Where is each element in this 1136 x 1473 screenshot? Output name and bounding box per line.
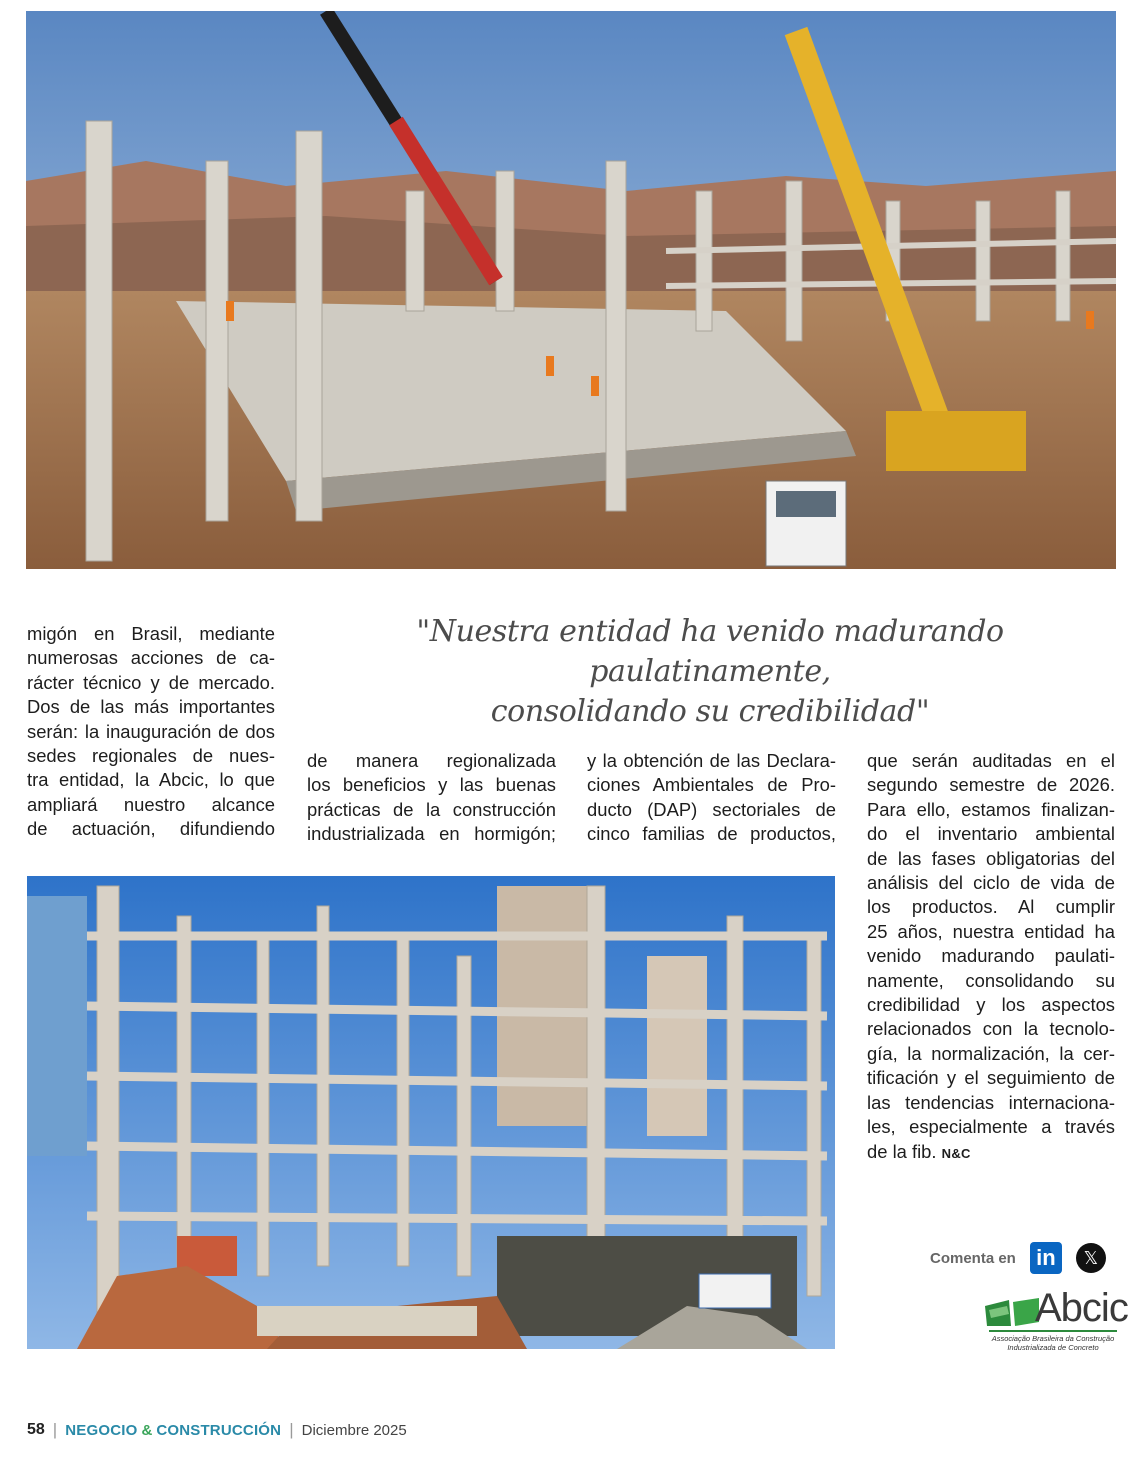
column-line: les, especialmente a través xyxy=(867,1116,1115,1138)
column-line: Para ello, estamos finalizan- xyxy=(867,798,1115,820)
column-line: numerosas acciones de ca- xyxy=(27,647,275,669)
column-line: gía, la normalización, la cer- xyxy=(867,1042,1115,1064)
column-line: que serán auditadas en el xyxy=(867,750,1115,771)
column-line: análisis del ciclo de vida de xyxy=(867,872,1115,894)
signoff-mark: N&C xyxy=(941,1145,971,1161)
abcic-logo-mark xyxy=(985,1296,1041,1330)
column-line: migón en Brasil, mediante xyxy=(27,623,275,644)
column-line-last xyxy=(867,1140,1115,1166)
column-line: venido madurando paulati- xyxy=(867,945,1115,967)
column-line: prácticas de la construcción xyxy=(307,798,556,820)
column-line: do el inventario ambiental xyxy=(867,823,1115,845)
column-line: de las fases obligatorias del xyxy=(867,847,1115,869)
column-line: tificación y el seguimiento de xyxy=(867,1067,1115,1089)
column-last-text: de la fib. xyxy=(867,1140,937,1162)
abcic-logo xyxy=(985,1286,1128,1356)
linkedin-icon[interactable]: in xyxy=(1030,1242,1062,1274)
article-column-2 xyxy=(307,749,556,847)
column-line: de actuación, difundiendo xyxy=(27,818,275,840)
magazine-name-part-2: CONSTRUCCIÓN xyxy=(156,1421,282,1439)
column-line: credibilidad y los aspectos xyxy=(867,994,1115,1016)
abcic-logo-rule xyxy=(989,1330,1117,1332)
column-line: tra entidad, la Abcic, lo que xyxy=(27,769,275,791)
abcic-logo-subtitle-line-1: Associação Brasileira da Construção xyxy=(991,1334,1115,1343)
article-column-3 xyxy=(587,749,836,847)
column-line: sedes regionales de nues- xyxy=(27,745,275,767)
column-line: y la obtención de las Declara- xyxy=(587,750,836,771)
comment-row xyxy=(930,1238,1106,1278)
column-line: 25 años, nuestra entidad ha xyxy=(867,920,1115,942)
column-line: las tendencias internaciona- xyxy=(867,1091,1115,1113)
column-line: ducto (DAP) sectoriales de xyxy=(587,798,836,820)
abcic-logo-wordmark: Abcic xyxy=(1035,1286,1128,1330)
column-line: namente, consolidando su xyxy=(867,969,1115,991)
page-number: 58 xyxy=(27,1421,45,1438)
column-line: relacionados con la tecnolo- xyxy=(867,1018,1115,1040)
column-line: los beneficios y las buenas xyxy=(307,774,556,796)
column-line: serán: la inauguración de dos xyxy=(27,720,275,742)
article-column-4 xyxy=(867,749,1115,1166)
magazine-name-ampersand: & xyxy=(141,1421,153,1439)
comment-label: Comenta en xyxy=(930,1249,1016,1267)
column-line: ciones Ambientales de Pro- xyxy=(587,774,836,796)
pull-quote-line-1: "Nuestra entidad ha venido madurando paulatinamente, xyxy=(416,614,1004,689)
column-line: industrializada en hormigón; xyxy=(307,823,556,845)
abcic-logo-subtitle-line-2: Industrializada de Concreto xyxy=(1007,1343,1099,1352)
pull-quote xyxy=(300,612,1120,732)
magazine-name-part-1: NEGOCIO xyxy=(65,1421,138,1439)
x-icon[interactable]: 𝕏 xyxy=(1076,1243,1106,1273)
article-column-1 xyxy=(27,622,275,842)
column-line: Dos de las más importantes xyxy=(27,696,275,718)
photo-construction-cranes xyxy=(26,11,1116,569)
column-line: rácter técnico y de mercado. xyxy=(27,671,275,693)
column-line: los productos. Al cumplir xyxy=(867,896,1115,918)
pull-quote-line-2: consolidando su credibilidad" xyxy=(490,694,930,729)
column-line: segundo semestre de 2026. xyxy=(867,774,1115,796)
issue-date: Diciembre 2025 xyxy=(301,1421,407,1439)
page-footer xyxy=(27,1420,407,1440)
footer-separator: | xyxy=(52,1420,58,1439)
column-line: cinco familias de productos, xyxy=(587,823,836,845)
abcic-logo-subtitle xyxy=(987,1334,1119,1352)
column-line: de manera regionalizada xyxy=(307,750,556,771)
photo-concrete-skeleton xyxy=(27,876,835,1349)
footer-separator: | xyxy=(289,1420,294,1439)
column-line: ampliará nuestro alcance xyxy=(27,793,275,815)
